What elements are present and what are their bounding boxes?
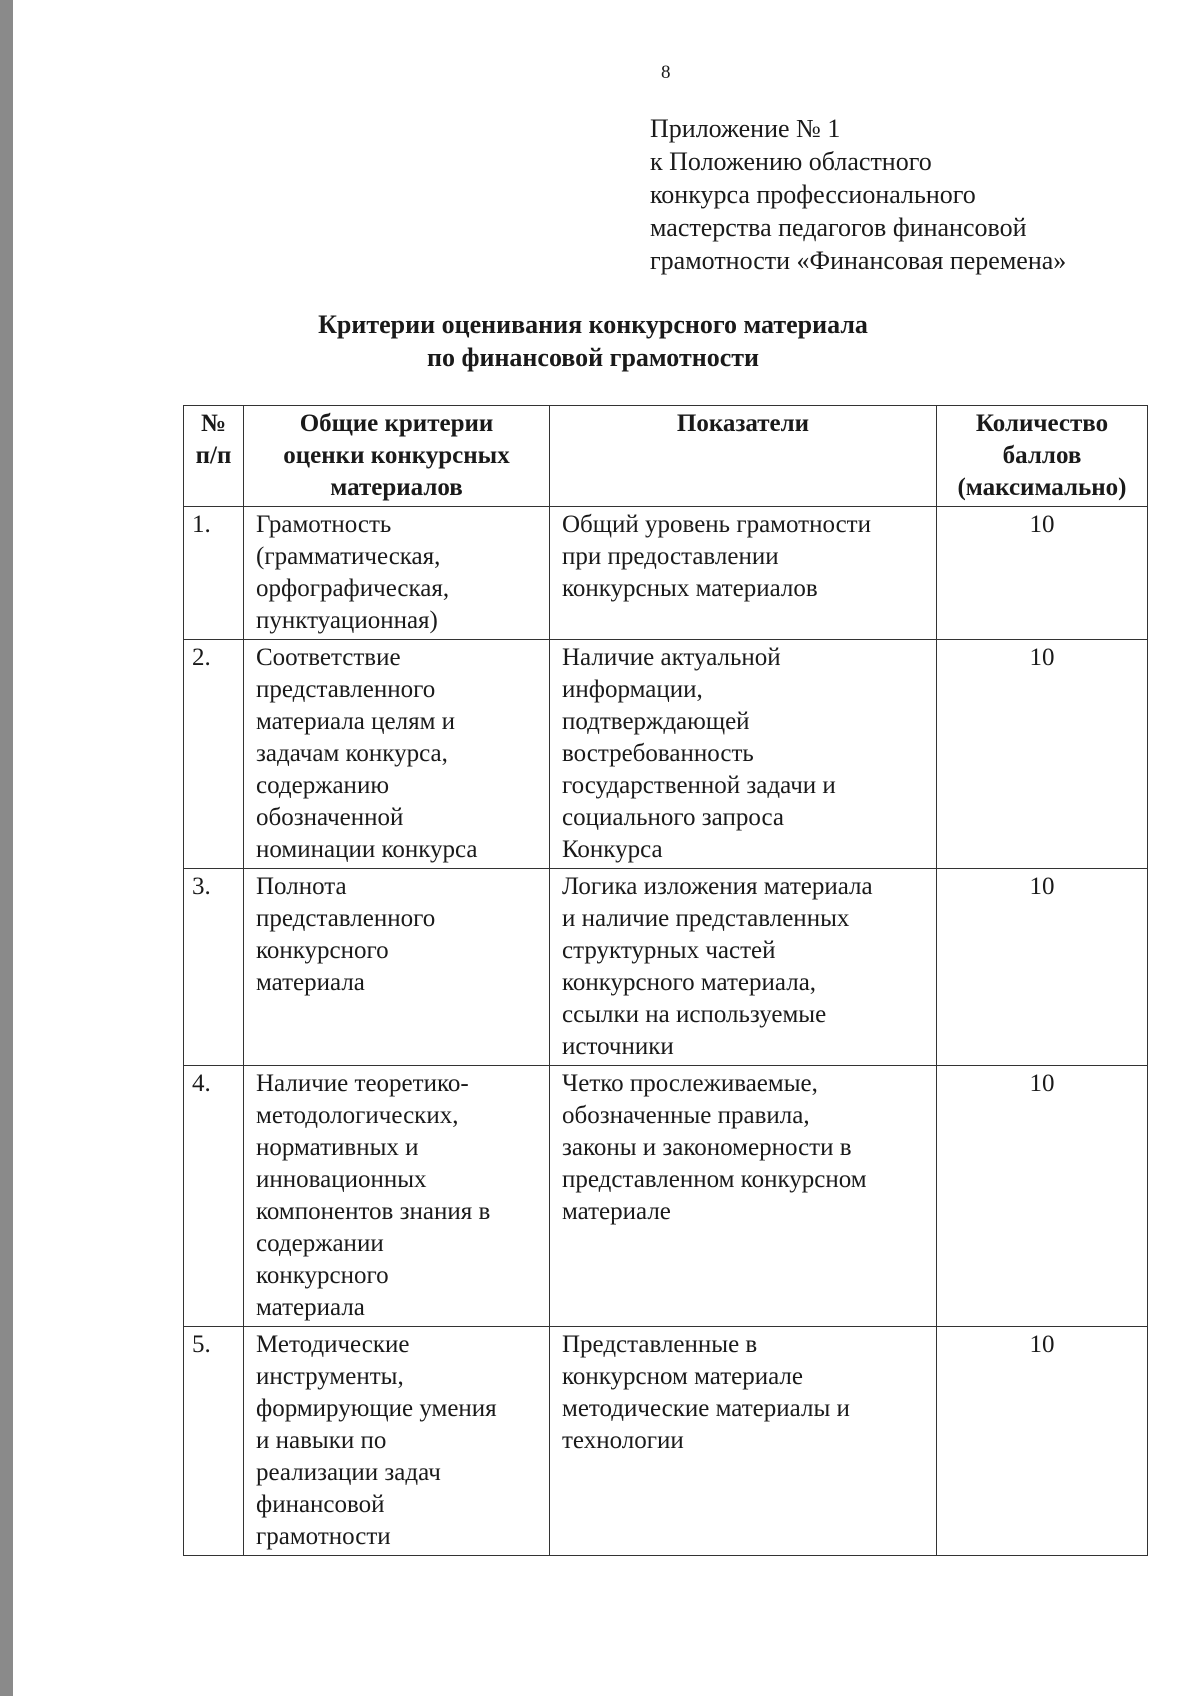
annex-line: мастерства педагогов финансовой [650, 213, 1027, 242]
header-number: № п/п [184, 406, 244, 507]
annex-header [650, 112, 1066, 277]
header-criteria: Общие критерии оценки конкурсных материалов [244, 406, 550, 507]
title-line: по финансовой грамотности [427, 343, 759, 372]
row-indicators: Логика изложения материала и наличие представленных структурных частей конкурсного материала, ссылки на используемые источники [550, 869, 937, 1066]
annex-line: к Положению областного [650, 147, 932, 176]
table-row [184, 1327, 1148, 1556]
header-score: Количество баллов (максимально) [937, 406, 1148, 507]
row-indicators: Четко прослеживаемые, обозначенные правила, законы и закономерности в представленном конкурсном материале [550, 1066, 937, 1327]
annex-line: грамотности «Финансовая перемена» [650, 246, 1067, 275]
table-row [184, 640, 1148, 869]
row-criteria: Соответствие представленного материала целям и задачам конкурса, содержанию обозначенной номинации конкурса [244, 640, 550, 869]
annex-line: Приложение № 1 [650, 114, 841, 143]
row-score: 10 [937, 507, 1148, 640]
row-indicators: Представленные в конкурсном материале методические материалы и технологии [550, 1327, 937, 1556]
row-score: 10 [937, 869, 1148, 1066]
table-row [184, 507, 1148, 640]
row-number: 2. [184, 640, 244, 869]
page-number: 8 [661, 62, 671, 83]
document-page [13, 0, 1200, 1696]
row-criteria: Наличие теоретико- методологических, нормативных и инновационных компонентов знания в содержании конкурсного материала [244, 1066, 550, 1327]
document-title [283, 308, 903, 374]
row-score: 10 [937, 1327, 1148, 1556]
row-criteria: Грамотность (грамматическая, орфографическая, пунктуационная) [244, 507, 550, 640]
row-criteria: Полнота представленного конкурсного материала [244, 869, 550, 1066]
row-indicators: Наличие актуальной информации, подтверждающей востребованность государственной задачи и социального запроса Конкурса [550, 640, 937, 869]
row-score: 10 [937, 640, 1148, 869]
row-number: 1. [184, 507, 244, 640]
row-number: 5. [184, 1327, 244, 1556]
row-number: 4. [184, 1066, 244, 1327]
table-row [184, 869, 1148, 1066]
row-indicators: Общий уровень грамотности при предоставлении конкурсных материалов [550, 507, 937, 640]
criteria-table [183, 405, 1148, 1556]
title-line: Критерии оценивания конкурсного материала [318, 310, 868, 339]
table-row [184, 1066, 1148, 1327]
row-score: 10 [937, 1066, 1148, 1327]
row-number: 3. [184, 869, 244, 1066]
header-indicators: Показатели [550, 406, 937, 507]
table-header-row [184, 406, 1148, 507]
annex-line: конкурса профессионального [650, 180, 976, 209]
row-criteria: Методические инструменты, формирующие умения и навыки по реализации задач финансовой грамотности [244, 1327, 550, 1556]
